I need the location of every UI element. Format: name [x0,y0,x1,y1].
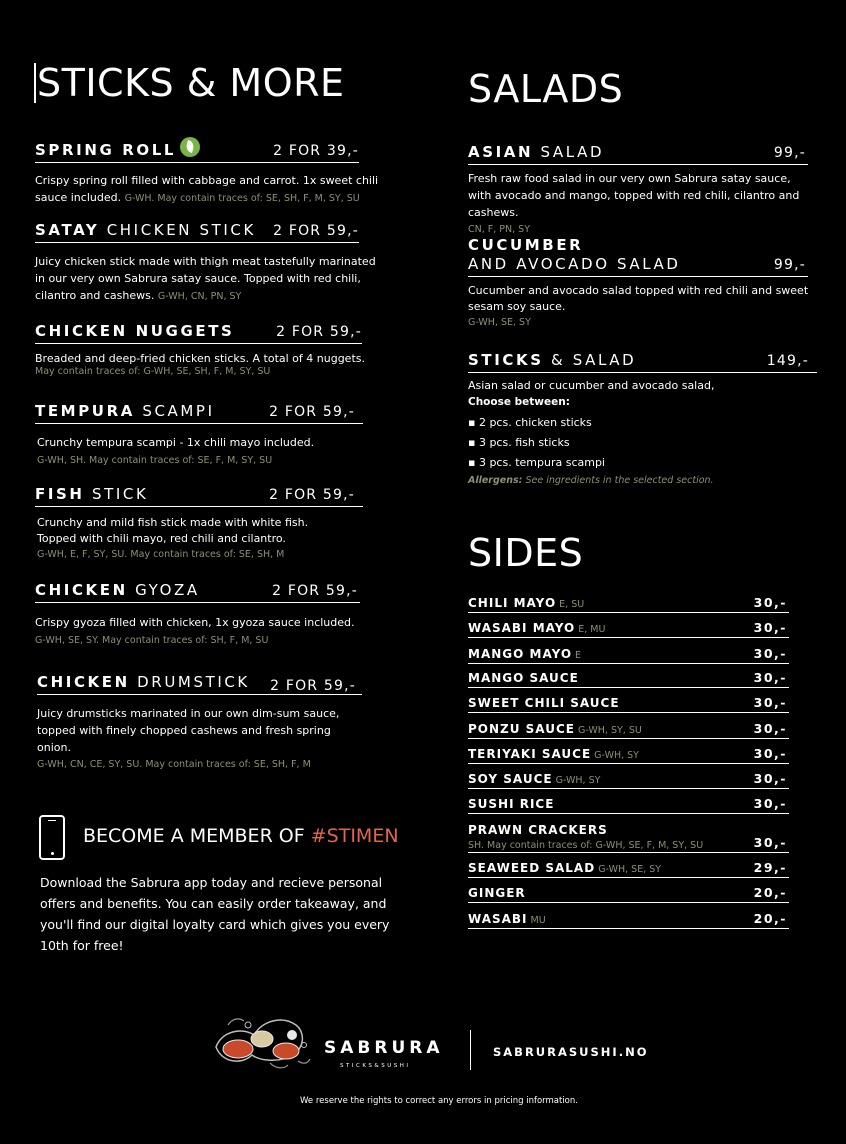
sticks-section-title: STICKS & MORE [37,61,345,105]
side-item [468,693,789,713]
side-allergens: E, SU [559,599,585,610]
side-name: TERIYAKI SAUCE [468,747,592,761]
brand-subtitle: STICKS&SUSHI [340,1063,411,1069]
menu-item-chicken-nuggets [35,318,362,344]
item-description: Cucumber and avocado salad topped with red chili and sweet sesam soy sauce. G-WH, SE, SY [468,283,813,331]
item-price: 2 FOR 59,- [276,324,362,340]
sticks-title-cursor [34,63,36,103]
side-item [468,644,789,664]
item-price: 2 FOR 59,- [269,404,355,420]
item-name: SPRING ROLL [35,141,177,159]
side-item [468,593,789,613]
member-title: BECOME A MEMBER OF #STIMEN [83,825,399,847]
side-price: 30,- [753,670,787,685]
brand-emblem-icon [208,1005,318,1075]
item-name-light: & SALAD [551,351,637,369]
side-price: 30,- [753,695,787,710]
side-name: WASABI MAYO [468,621,576,635]
sides-section-title: SIDES [468,531,584,575]
pricing-disclaimer: We reserve the rights to correct any errors in pricing information. [300,1096,578,1106]
item-name-light: STICK [91,485,149,503]
side-name: MANGO MAYO [468,647,573,661]
item-description: Juicy drumsticks marinated in our own dim-sum sauce, topped with finely chopped cashews and fresh spring onion. G-WH, CN, CE, SY, SU. May contain traces of: SE, SH, F, M [37,705,367,773]
menu-item-asian-salad [468,139,808,165]
side-name: CHILI MAYO [468,596,557,610]
item-name-light: SCAMPI [142,402,215,420]
side-name: PONZU SAUCE [468,722,575,736]
side-item [468,883,789,903]
menu-item-sticks-salad [468,347,817,373]
side-allergens: SH. May contain traces of: G-WH, SE, F, M, SY, SU [468,840,704,851]
option-item: ▪ 3 pcs. fish sticks [468,436,570,449]
side-allergens: MU [530,915,546,926]
item-name-bold: CHICKEN [35,581,128,599]
side-price: 30,- [753,771,787,786]
side-item [468,744,789,764]
side-allergens: G-WH, SY [555,775,601,786]
menu-item-fish-stick [35,481,363,507]
allergen-info: G-WH. May contain traces of: SE, SH, F, M, SY, SU [124,193,360,204]
option-item: ▪ 3 pcs. tempura scampi [468,456,605,469]
side-item [468,769,789,789]
menu-item-satay-chicken-stick [35,217,359,243]
item-description: Crunchy tempura scampi - 1x chili mayo included. G-WH, SH. May contain traces of: SE, F, M, SY, SU [37,434,382,470]
item-name-bold: STICKS [468,351,544,369]
allergen-info: G-WH, SE, SY [468,317,531,328]
allergen-info: G-WH, SH. May contain traces of: SE, F, M, SY, SU [37,455,273,466]
allergen-info: CN, F, PN, SY [468,224,530,235]
allergen-info: G-WH, SE, SY. May contain traces of: SH, F, M, SU [35,635,269,646]
website-link[interactable]: SABRURASUSHI.NO [493,1045,649,1059]
side-allergens: G-WH, SE, SY [598,864,662,875]
item-name-light: DRUMSTICK [137,673,250,691]
item-description: Juicy chicken stick made with thigh meat tastefully marinated in our very own Sabrura satay sauce. Topped with red chili, cilantro and cashews. G-WH, CN, PN, SY [35,255,376,302]
allergen-info: May contain traces of: G-WH, SE, SH, F, M, SY, SU [35,366,271,377]
side-price: 30,- [753,796,787,811]
item-name-bold: CHICKEN [37,673,130,691]
side-price: 30,- [753,721,787,736]
menu-item-spring-roll [35,137,359,163]
item-name-bold: FISH [35,485,85,503]
item-description: Crispy spring roll filled with cabbage and carrot. 1x sweet chili sauce included. G-WH. May contain traces of: SE, SH, F, M, SY, SU [35,174,379,204]
item-price: 99,- [773,257,806,273]
member-hashtag: #STIMEN [310,825,399,847]
item-price: 99,- [773,145,806,161]
item-description: Crunchy and mild fish stick made with white fish. Topped with chili mayo, red chili and cilantro. G-WH, E, F, SY, SU. May contain traces of: SE, SH, M [37,515,327,563]
side-name: SOY SAUCE [468,772,553,786]
side-item [468,909,789,929]
menu-item-chicken-drumstick [37,669,362,695]
side-price: 30,- [753,746,787,761]
menu-item-chicken-gyoza [35,577,360,603]
option-item: ▪ 2 pcs. chicken sticks [468,416,592,429]
item-price: 2 FOR 39,- [273,143,359,159]
side-item [468,668,789,688]
side-price: 30,- [753,835,787,850]
side-name: WASABI [468,912,528,926]
side-price: 29,- [753,860,787,875]
footer-divider [470,1030,471,1070]
choose-label: Choose between: [468,396,570,408]
item-name-light: GYOZA [135,581,200,599]
side-item [468,858,789,878]
side-item [468,719,789,739]
side-price: 30,- [753,646,787,661]
item-name-light: AND AVOCADO SALAD [468,255,681,273]
item-price: 149,- [766,353,809,369]
item-description: Asian salad or cucumber and avocado salad, Choose between: ▪ 2 pcs. chicken sticks ▪ 3 pcs. fish sticks ▪ 3 pcs. tempura scampi Allergens: See ingredients in the selected section. [468,377,813,488]
side-name: GINGER [468,886,526,900]
side-name: SUSHI RICE [468,797,555,811]
salads-section-title: SALADS [468,67,624,111]
side-name: MANGO SAUCE [468,671,579,685]
side-price: 20,- [753,885,787,900]
brand-name: SABRURA [324,1038,444,1058]
side-name: SEAWEED SALAD [468,861,596,875]
allergen-note: Allergens: See ingredients in the selected section. [468,475,714,486]
side-name: PRAWN CRACKERS [468,823,608,837]
item-description: Breaded and deep-fried chicken sticks. A total of 4 nuggets. May contain traces of: G-WH, SE, SH, F, M, SY, SU [35,352,380,378]
side-name: SWEET CHILI SAUCE [468,696,620,710]
item-description: Crispy gyoza filled with chicken, 1x gyoza sauce included. G-WH, SE, SY. May contain traces of: SH, F, M, SU [35,614,380,650]
side-price: 30,- [753,595,787,610]
side-price: 20,- [753,911,787,926]
phone-icon [39,815,65,860]
item-name-light: CHICKEN STICK [106,221,256,239]
leaf-icon [180,137,200,157]
side-allergens: E, MU [578,624,606,635]
item-price: 2 FOR 59,- [269,487,355,503]
side-item [468,618,789,638]
item-name-bold: TEMPURA [35,402,135,420]
item-name-bold: CUCUMBER [468,236,584,254]
side-allergens: G-WH, SY, SU [577,725,642,736]
side-allergens: E [575,650,582,661]
side-item [468,794,789,814]
allergen-info: G-WH, CN, PN, SY [157,291,242,302]
item-name-light: SALAD [540,143,605,161]
item-name-bold: ASIAN [468,143,534,161]
item-price: 2 FOR 59,- [272,583,358,599]
side-price: 30,- [753,620,787,635]
item-description: Fresh raw food salad in our very own Sabrura satay sauce, with avocado and mango, topped with red chili, cilantro and cashews. CN, F, PN, SY [468,170,813,238]
allergen-info: G-WH, CN, CE, SY, SU. May contain traces of: SE, SH, F, M [37,759,311,770]
menu-item-cucumber-avocado-salad [468,251,808,277]
allergen-info: G-WH, E, F, SY, SU. May contain traces of: SE, SH, M [37,549,285,560]
item-price: 2 FOR 59,- [270,678,356,694]
item-name-bold: SATAY [35,221,100,239]
side-allergens: G-WH, SY [594,750,639,761]
side-item [468,822,789,853]
item-name-bold: CHICKEN NUGGETS [35,322,235,340]
member-text: Download the Sabrura app today and recieve personal offers and benefits. You can easily order takeaway, and you'll find our digital loyalty card which gives you every 10th for free! [40,875,390,953]
menu-item-tempura-scampi [35,398,363,424]
item-price: 2 FOR 59,- [273,223,359,239]
